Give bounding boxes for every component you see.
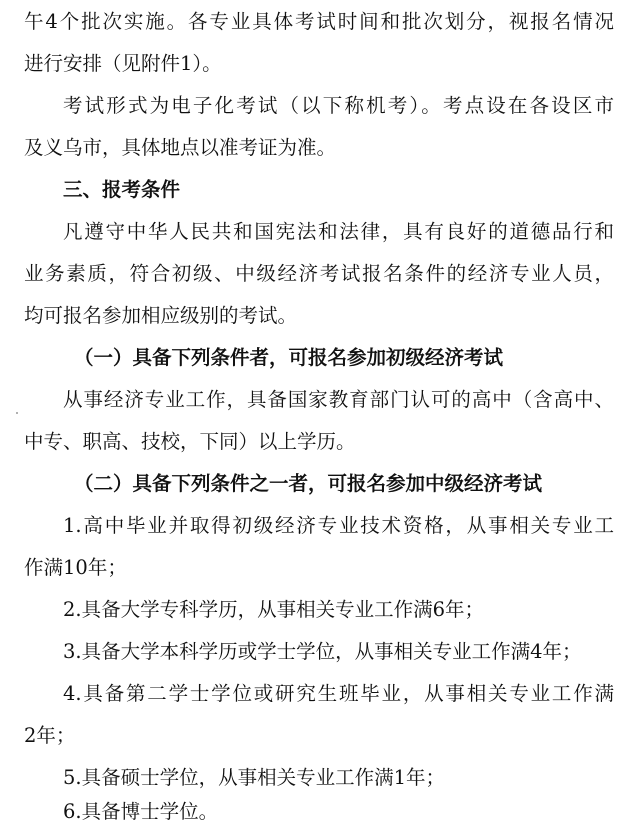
text-line-13: 1.高中毕业并取得初级经济专业技术资格，从事相关专业工 bbox=[63, 514, 614, 537]
section-heading: 三、报考条件 bbox=[63, 178, 181, 201]
text-line-15: 2.具备大学专科学历，从事相关专业工作满6年； bbox=[63, 598, 485, 621]
text-line-1: 午4个批次实施。各专业具体考试时间和批次划分，视报名情况 bbox=[24, 10, 614, 33]
text-line-19: 5.具备硕士学位，从事相关专业工作满1年； bbox=[63, 766, 446, 789]
text-line-2: 进行安排（见附件1）。 bbox=[24, 52, 222, 75]
text-line-7: 业务素质，符合初级、中级经济考试报名条件的经济专业人员， bbox=[24, 262, 614, 285]
text-line-8: 均可报名参加相应级别的考试。 bbox=[24, 304, 298, 327]
text-line-6: 凡遵守中华人民共和国宪法和法律，具有良好的道德品行和 bbox=[63, 220, 614, 243]
text-line-11: 中专、职高、技校，下同）以上学历。 bbox=[24, 430, 356, 453]
text-line-17: 4.具备第二学士学位或研究生班毕业，从事相关专业工作满 bbox=[63, 682, 614, 705]
text-line-3: 考试形式为电子化考试（以下称机考）。考点设在各设区市 bbox=[63, 94, 614, 117]
subheading-1: （一）具备下列条件者，可报名参加初级经济考试 bbox=[74, 346, 504, 369]
text-line-10: 从事经济专业工作，具备国家教育部门认可的高中（含高中、 bbox=[63, 388, 614, 411]
text-line-16: 3.具备大学本科学历或学士学位，从事相关专业工作满4年； bbox=[63, 640, 582, 663]
text-line-4: 及义乌市，具体地点以准考证为准。 bbox=[24, 136, 337, 159]
text-line-20: 6.具备博士学位。 bbox=[63, 800, 219, 823]
text-line-18: 2年； bbox=[24, 724, 76, 747]
subheading-2: （二）具备下列条件之一者，可报名参加中级经济考试 bbox=[74, 472, 543, 495]
text-line-14: 作满10年； bbox=[24, 556, 127, 579]
scan-speck bbox=[16, 412, 18, 414]
